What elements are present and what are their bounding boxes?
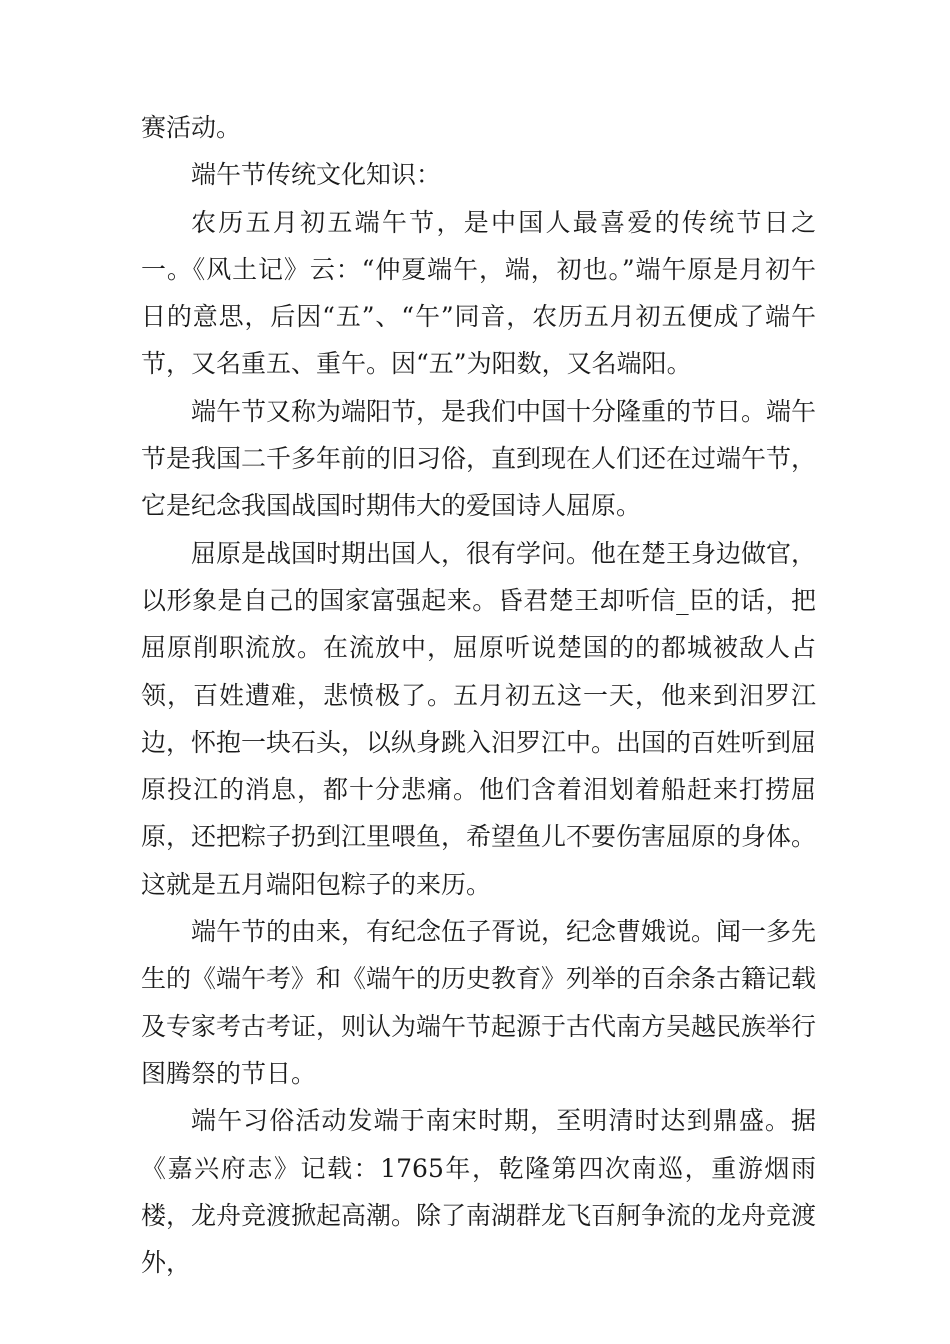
paragraph-festival-origins: 端午节的由来，有纪念伍子胥说，纪念曹娥说。闻一多先生的《端午考》和《端午的历史教育》列举的百余条古籍记载及专家考古考证，则认为端午节起源于古代南方吴越民族举行图腾祭的节日。 xyxy=(141,917,817,1088)
paragraph-qu-yuan: 屈原是战国时期出国人，很有学问。他在楚王身边做官，以形象是自己的国家富强起来。昏君楚王却听信_臣的话，把屈原削职流放。在流放中，屈原听说楚国的的都城被敌人占领，百姓遭难，悲愤极了。五月初五这一天，他来到汨罗江边，怀抱一块石头，以纵身跳入汨罗江中。出国的百姓听到屈原投江的消息，都十分悲痛。他们含着泪划着船赶来打捞屈原，还把粽子扔到江里喂鱼，希望鱼儿不要伤害屈原的身体。这就是五月端阳包粽子的来历。 xyxy=(141,538,817,899)
paragraph-dragon-boat-origin: 农历五月初五端午节，是中国人最喜爱的传统节日之一。《风土记》云：“仲夏端午，端，初也。”端午原是月初午日的意思，后因“五”、“午”同音，农历五月初五便成了端午节，又名重五、重午。因“五”为阳数，又名端阳。 xyxy=(141,207,816,379)
section-heading: 端午节传统文化知识： xyxy=(191,160,442,190)
paragraph-customs-history: 端午习俗活动发端于南宋时期，至明清时达到鼎盛。据《嘉兴府志》记载：1765年，乾隆第四次南巡，重游烟雨楼，龙舟竞渡掀起高潮。除了南湖群龙飞百舸争流的龙舟竞渡外， xyxy=(141,1106,817,1278)
paragraph-continuation: 赛活动。 xyxy=(141,113,242,142)
paragraph-duanyang-festival: 端午节又称为端阳节，是我们中国十分隆重的节日。端午节是我国二千多年前的旧习俗，直到现在人们还在过端午节，它是纪念我国战国时期伟大的爱国诗人屈原。 xyxy=(141,396,817,521)
document-body xyxy=(141,104,816,1286)
